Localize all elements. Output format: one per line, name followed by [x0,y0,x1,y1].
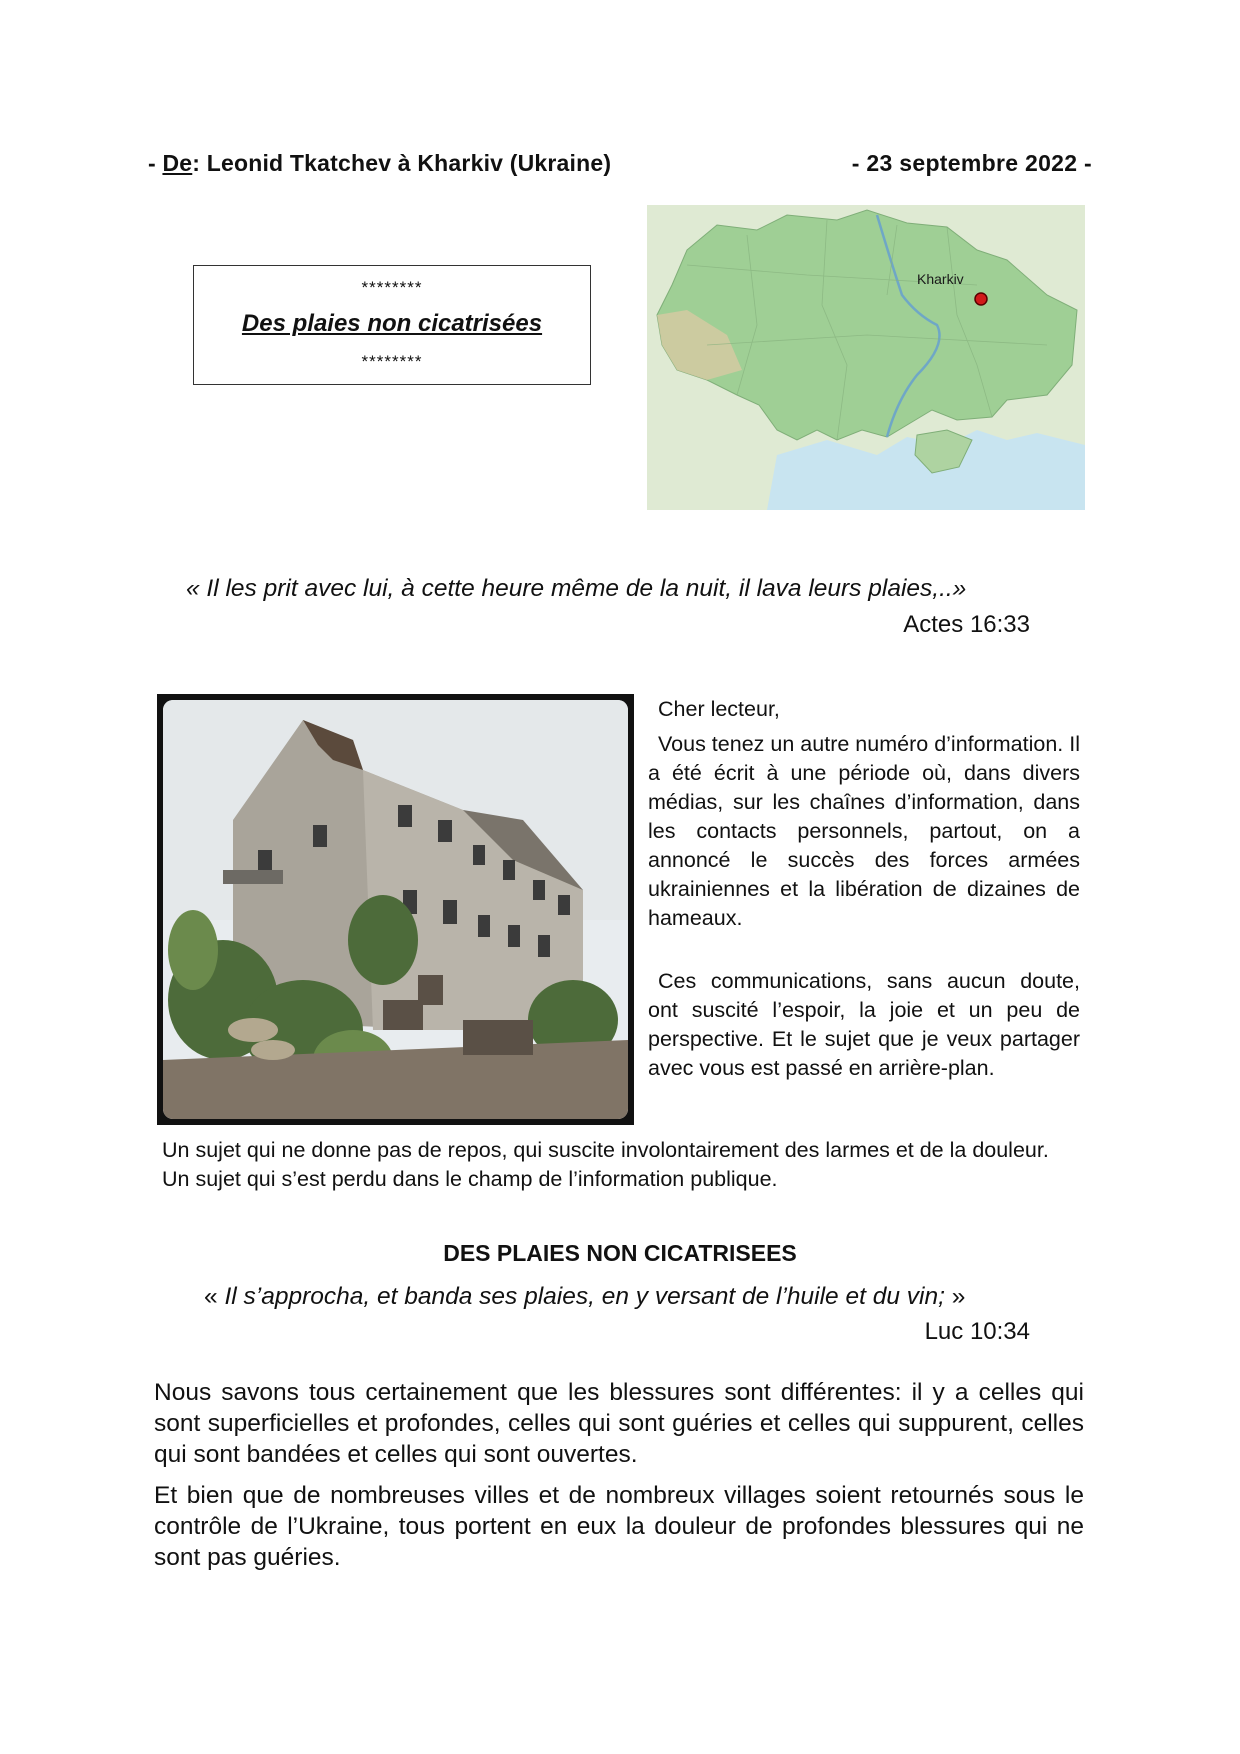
quote-open: « [204,1283,225,1310]
paragraph-2-text: Ces communications, sans aucun doute, ont suscité l’espoir, la joie et un peu de perspective. Et le sujet que je veux partager avec vous est passé en arrière-plan. [648,969,1080,1080]
photo-graphic [163,700,628,1119]
body-paragraph-2 [154,1480,1084,1573]
greeting-text: Cher lecteur, [658,697,780,721]
ukraine-map [647,205,1085,510]
stars-bottom: ******** [361,352,423,371]
epigraph-quote: « Il les prit avec lui, à cette heure même de la nuit, il lava leurs plaies,..» [186,575,967,602]
quote-text: Il s’approcha, et banda ses plaies, en y versant de l’huile et du vin; [224,1283,945,1310]
damaged-building-photo [157,694,634,1125]
letter-paragraph-3: Un sujet qui ne donne pas de repos, qui suscite involontairement des larmes et de la douleur. Un sujet qui s’est perdu dans le champ de l’information publique. [162,1138,1049,1191]
paragraph-1-text: Vous tenez un autre numéro d’information. Il a été écrit à une période où, dans divers médias, sur les chaînes d’information, dans les contacts personnels, partout, on a annoncé le succès des forces armées ukrainiennes et la libération de dizaines de hameaux. [648,732,1080,930]
letter-paragraph-2 [648,967,1080,1083]
title-box [193,265,591,385]
sender-label: De [162,150,193,176]
body-paragraph-1-text: Nous savons tous certainement que les blessures sont différentes: il y a celles qui sont superficielles et profondes, celles qui sont guéries et celles qui suppurent, celles qui sont bandées et celles qui sont ouvertes. [154,1379,1084,1468]
letter-paragraph-1 [648,730,1080,933]
sender-line [148,150,611,177]
kharkiv-marker-icon [975,293,987,305]
letter-greeting [648,695,1080,724]
section-quote [204,1283,965,1311]
epigraph-reference: Actes 16:33 [903,611,1030,638]
section-heading: DES PLAIES NON CICATRISEES [443,1240,797,1266]
letter-date: - 23 septembre 2022 - [851,150,1092,176]
page-title: Des plaies non cicatrisées [241,310,543,337]
quote-close: » [944,1283,966,1310]
body-paragraph-2-text: Et bien que de nombreuses villes et de nombreux villages soient retournés sous le contrôle de l’Ukraine, tous portent en eux la douleur de profondes blessures qui ne sont pas guéries. [154,1482,1084,1571]
section-quote-reference: Luc 10:34 [924,1318,1030,1345]
body-paragraph-1 [154,1377,1084,1470]
sender-prefix: - [148,150,163,176]
stars-top: ******** [361,278,423,297]
map-city-label: Kharkiv [917,271,964,287]
sender-text: : Leonid Tkatchev à Kharkiv (Ukraine) [192,150,612,176]
map-graphic [647,205,1085,510]
